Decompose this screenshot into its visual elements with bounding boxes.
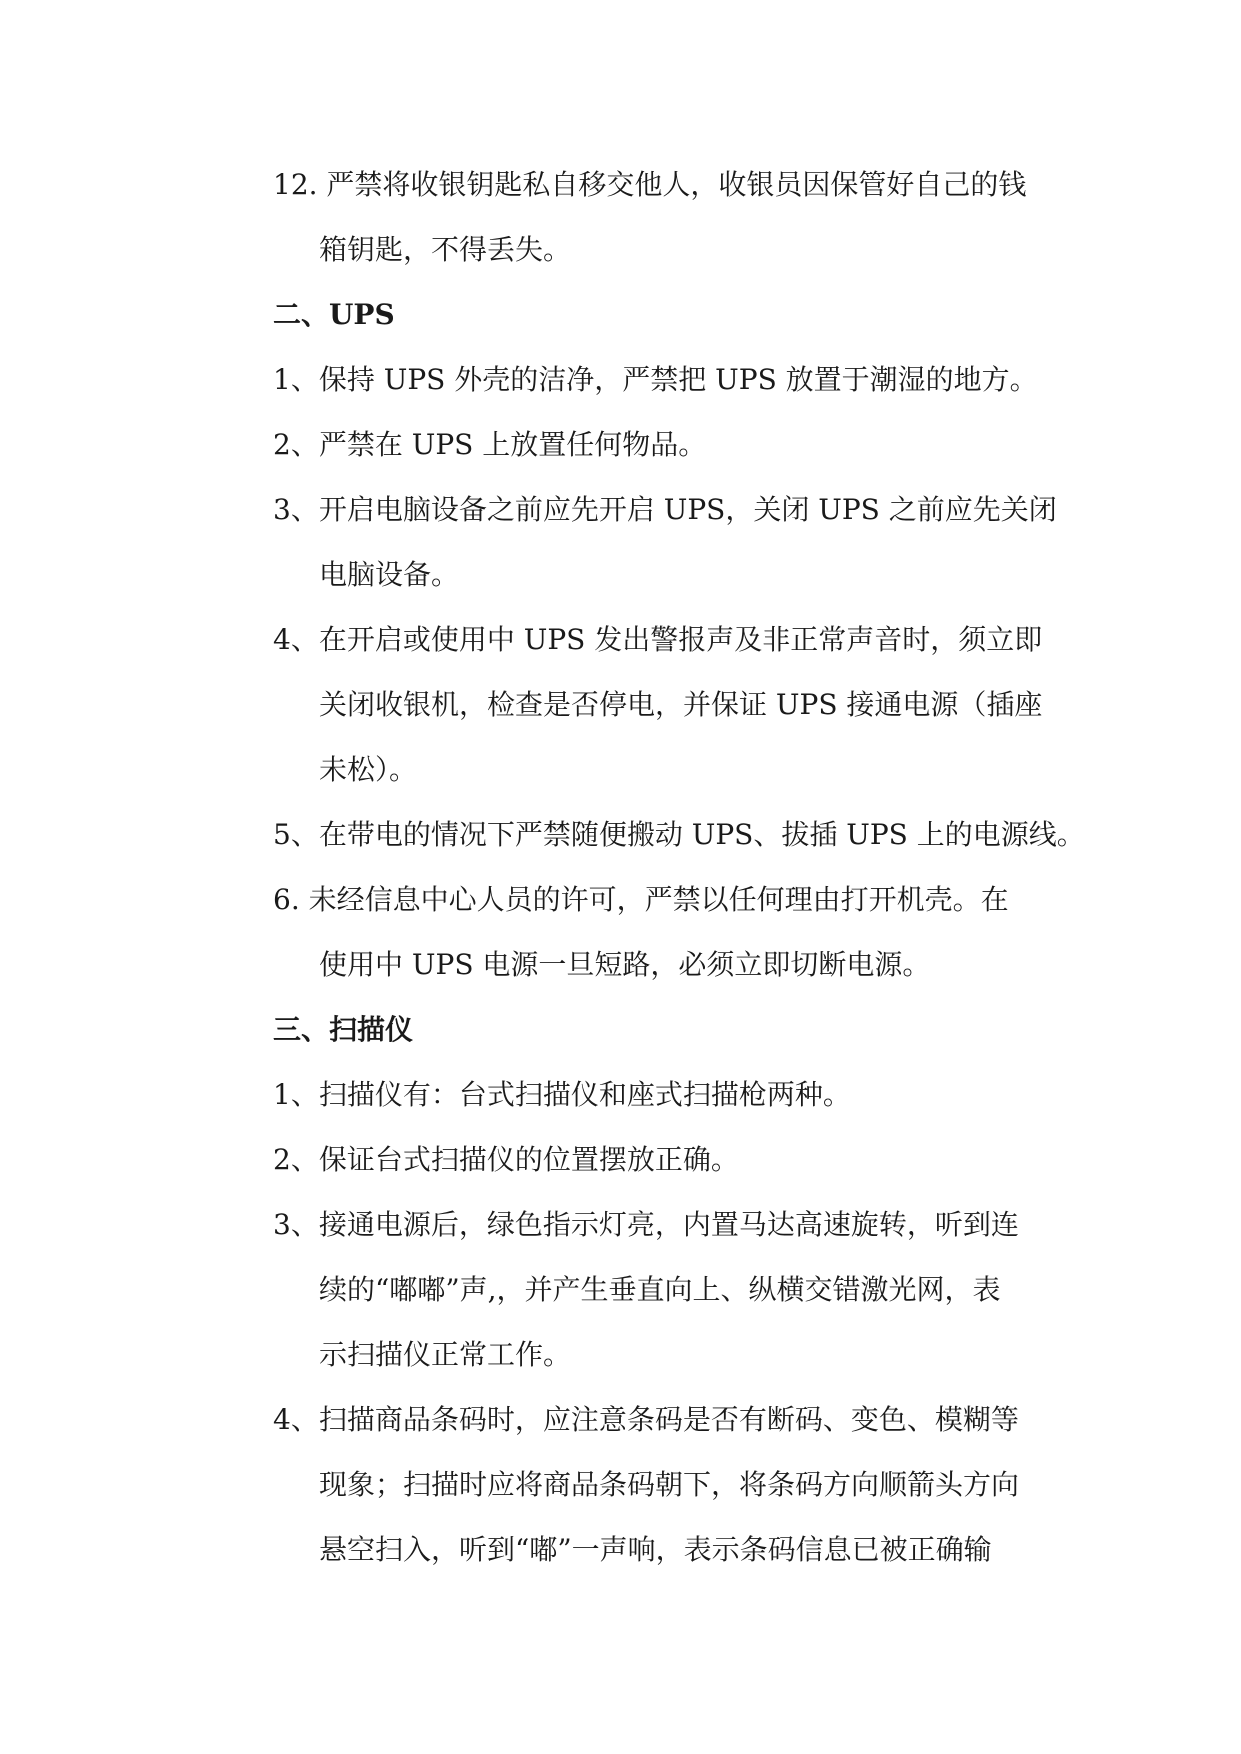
text-line: 12. 严禁将收银钥匙私自移交他人，收银员因保管好自己的钱 <box>273 168 1027 201</box>
text-line: 续的“嘟嘟”声,，并产生垂直向上、纵横交错激光网，表 <box>319 1273 1001 1306</box>
section-heading-scanner: 三、扫描仪 <box>273 1013 414 1046</box>
text-line: 现象；扫描时应将商品条码朝下，将条码方向顺箭头方向 <box>319 1468 1020 1501</box>
text-line: 3、开启电脑设备之前应先开启 UPS，关闭 UPS 之前应先关闭 <box>273 493 1057 526</box>
text-line: 示扫描仪正常工作。 <box>319 1338 572 1371</box>
text-line: 电脑设备。 <box>319 558 460 591</box>
text-line: 2、保证台式扫描仪的位置摆放正确。 <box>273 1143 739 1176</box>
text-line: 3、接通电源后，绿色指示灯亮，内置马达高速旋转，听到连 <box>273 1208 1019 1241</box>
section-heading-ups: 二、UPS <box>273 298 395 331</box>
text-line: 1、保持 UPS 外壳的洁净，严禁把 UPS 放置于潮湿的地方。 <box>273 363 1038 396</box>
text-line: 使用中 UPS 电源一旦短路，必须立即切断电源。 <box>319 948 931 981</box>
text-line: 1、扫描仪有：台式扫描仪和座式扫描枪两种。 <box>273 1078 851 1111</box>
text-line: 箱钥匙，不得丢失。 <box>319 233 572 266</box>
text-line: 6. 未经信息中心人员的许可，严禁以任何理由打开机壳。在 <box>273 883 1009 916</box>
text-line: 未松）。 <box>319 753 418 786</box>
text-line: 4、扫描商品条码时，应注意条码是否有断码、变色、模糊等 <box>273 1403 1019 1436</box>
text-line: 5、在带电的情况下严禁随便搬动 UPS、拔插 UPS 上的电源线。 <box>273 818 1085 851</box>
text-line: 4、在开启或使用中 UPS 发出警报声及非正常声音时，须立即 <box>273 623 1043 656</box>
text-line: 关闭收银机，检查是否停电，并保证 UPS 接通电源（插座 <box>319 688 1043 721</box>
text-line: 2、严禁在 UPS 上放置任何物品。 <box>273 428 707 461</box>
text-line: 悬空扫入，听到“嘟”一声响，表示条码信息已被正确输 <box>319 1533 992 1566</box>
document-body <box>273 152 1085 1582</box>
